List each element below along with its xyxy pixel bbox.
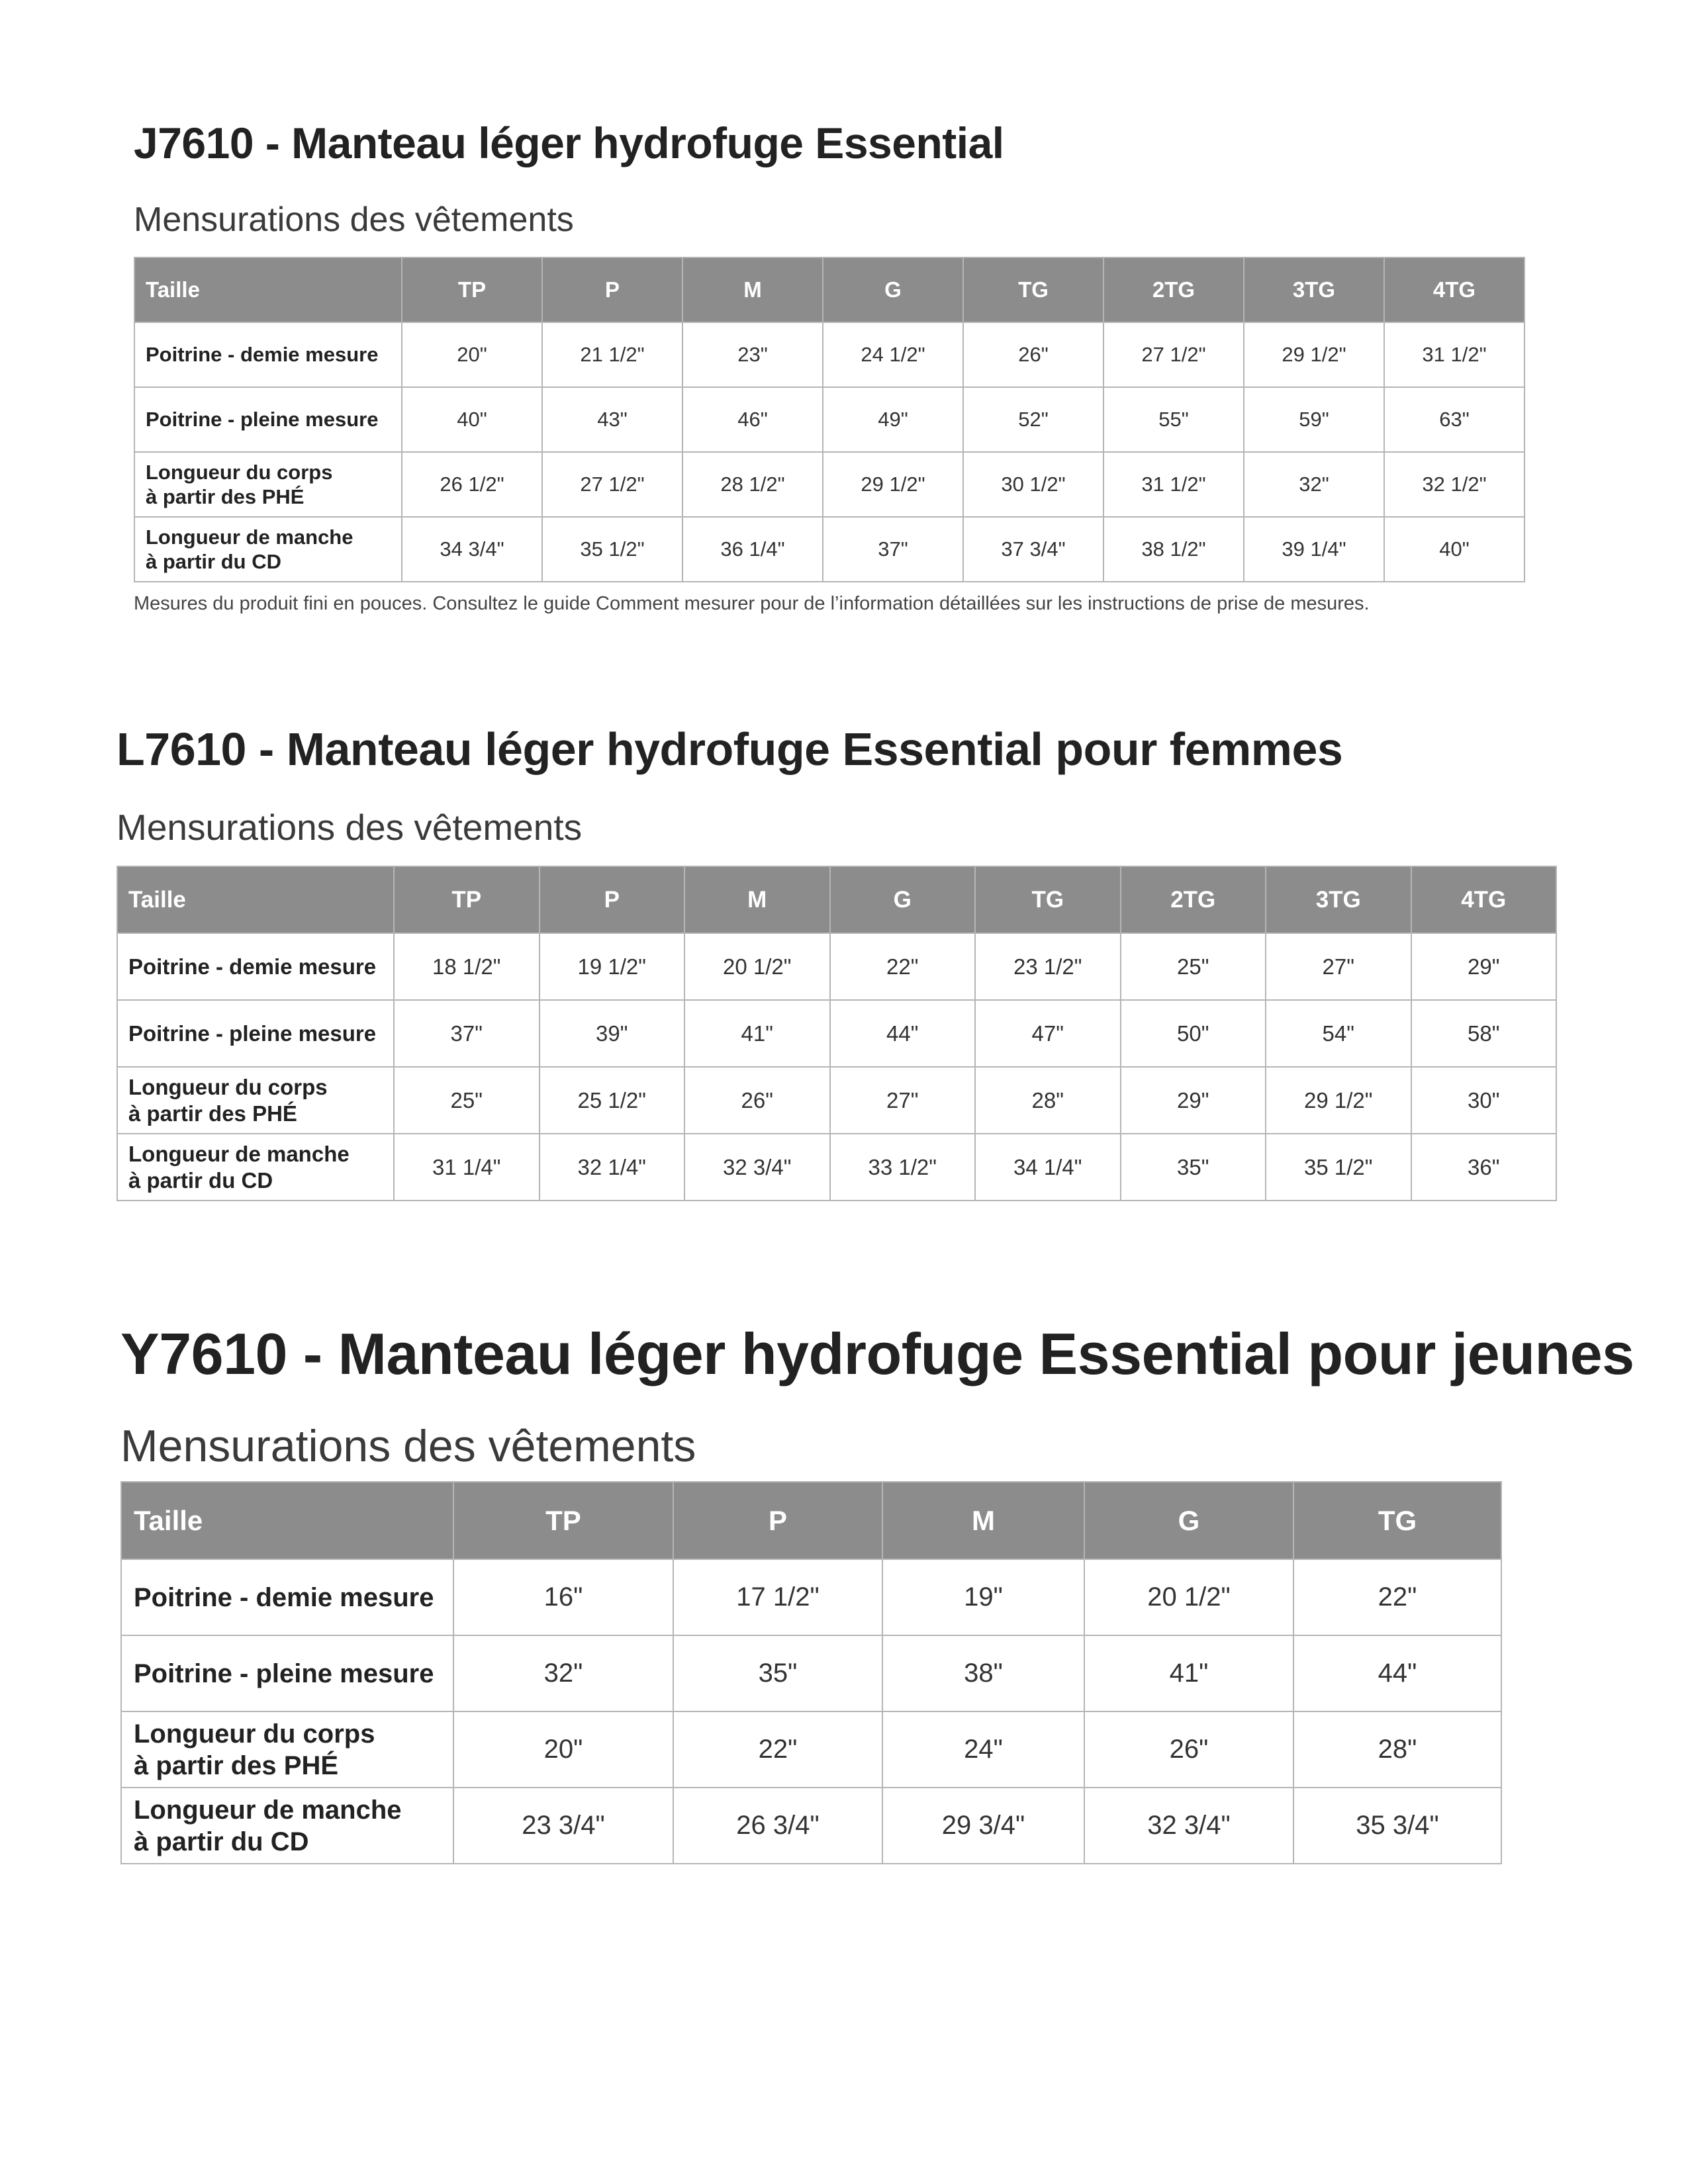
table-cell: 39": [539, 1000, 685, 1067]
table-cell: 29 1/2": [1266, 1067, 1411, 1134]
table-cell: 18 1/2": [394, 933, 539, 1000]
header-cell: 3TG: [1266, 866, 1411, 933]
table-cell: 27 1/2": [542, 452, 682, 517]
header-cell: P: [542, 257, 682, 322]
table-cell: 29 1/2": [823, 452, 963, 517]
header-cell: P: [539, 866, 685, 933]
header-cell: TG: [963, 257, 1103, 322]
table-cell: 29 3/4": [882, 1788, 1084, 1864]
section-subtitle: Mensurations des vêtements: [134, 201, 574, 239]
table-cell: 27 1/2": [1103, 322, 1244, 387]
header-cell: TP: [453, 1482, 673, 1559]
table-cell: 22": [673, 1711, 882, 1788]
header-row: [121, 1482, 1501, 1559]
row-label-line1: Longueur du corps: [134, 1719, 375, 1749]
header-cell: 2TG: [1103, 257, 1244, 322]
table-cell: 26": [1084, 1711, 1293, 1788]
table-cell: 32 1/2": [1384, 452, 1524, 517]
section-title: L7610 - Manteau léger hydrofuge Essential pour femmes: [117, 723, 1343, 775]
row-label-line1: Poitrine - demie mesure: [134, 1582, 434, 1612]
table-cell: 32 1/4": [539, 1134, 685, 1201]
table-cell: 27": [830, 1067, 976, 1134]
header-cell: G: [1084, 1482, 1293, 1559]
row-label-line1: Poitrine - demie mesure: [146, 343, 379, 367]
row-label: [121, 1711, 453, 1788]
row-label: [121, 1559, 453, 1635]
section-subtitle: Mensurations des vêtements: [120, 1421, 696, 1471]
table-cell: 28 1/2": [682, 452, 823, 517]
table-cell: 32 3/4": [1084, 1788, 1293, 1864]
table-cell: 26 1/2": [402, 452, 542, 517]
row-label-line2: à partir du CD: [146, 550, 281, 573]
row-label: [121, 1788, 453, 1864]
table-cell: 25": [1121, 933, 1266, 1000]
table-cell: 30 1/2": [963, 452, 1103, 517]
table-cell: 23": [682, 322, 823, 387]
table-cell: 39 1/4": [1244, 517, 1384, 582]
header-cell: TP: [394, 866, 539, 933]
header-cell: 2TG: [1121, 866, 1266, 933]
table-row: [121, 1711, 1501, 1788]
table-cell: 27": [1266, 933, 1411, 1000]
header-cell: M: [882, 1482, 1084, 1559]
table-row: [121, 1635, 1501, 1711]
table-cell: 26": [684, 1067, 830, 1134]
table-cell: 22": [830, 933, 976, 1000]
row-label-line2: à partir du CD: [134, 1827, 309, 1856]
table-cell: 41": [1084, 1635, 1293, 1711]
table-cell: 34 1/4": [975, 1134, 1121, 1201]
table-cell: 37": [394, 1000, 539, 1067]
table-row: [121, 1788, 1501, 1864]
table-cell: 58": [1411, 1000, 1557, 1067]
table-cell: 20 1/2": [684, 933, 830, 1000]
table-cell: 23 3/4": [453, 1788, 673, 1864]
header-cell: TP: [402, 257, 542, 322]
table-cell: 22": [1293, 1559, 1501, 1635]
row-label-line1: Longueur de manche: [134, 1795, 402, 1825]
table-cell: 38 1/2": [1103, 517, 1244, 582]
table-cell: 37 3/4": [963, 517, 1103, 582]
row-label-line2: à partir du CD: [128, 1167, 273, 1193]
section-title: J7610 - Manteau léger hydrofuge Essential: [134, 118, 1004, 167]
table-cell: 19 1/2": [539, 933, 685, 1000]
table-cell: 20 1/2": [1084, 1559, 1293, 1635]
header-cell: 3TG: [1244, 257, 1384, 322]
table-cell: 28": [1293, 1711, 1501, 1788]
table-cell: 50": [1121, 1000, 1266, 1067]
table-cell: 54": [1266, 1000, 1411, 1067]
header-cell: G: [823, 257, 963, 322]
table-cell: 19": [882, 1559, 1084, 1635]
table-cell: 20": [453, 1711, 673, 1788]
table-cell: 52": [963, 387, 1103, 452]
table-cell: 35 1/2": [1266, 1134, 1411, 1201]
row-label: [121, 1635, 453, 1711]
table-cell: 21 1/2": [542, 322, 682, 387]
table-cell: 55": [1103, 387, 1244, 452]
table-cell: 24 1/2": [823, 322, 963, 387]
table-cell: 37": [823, 517, 963, 582]
table-cell: 26": [963, 322, 1103, 387]
header-cell: Taille: [121, 1482, 453, 1559]
table-cell: 38": [882, 1635, 1084, 1711]
table-cell: 16": [453, 1559, 673, 1635]
row-label-line1: Longueur de manche: [128, 1141, 350, 1166]
header-cell: TG: [975, 866, 1121, 933]
table-cell: 63": [1384, 387, 1524, 452]
table-cell: 32": [453, 1635, 673, 1711]
table-cell: 25 1/2": [539, 1067, 685, 1134]
header-cell: Taille: [134, 257, 402, 322]
header-cell: M: [684, 866, 830, 933]
table-cell: 32 3/4": [684, 1134, 830, 1201]
table-cell: 40": [402, 387, 542, 452]
table-cell: 36 1/4": [682, 517, 823, 582]
table-cell: 32": [1244, 452, 1384, 517]
table-cell: 23 1/2": [975, 933, 1121, 1000]
table-cell: 29": [1121, 1067, 1266, 1134]
header-cell: M: [682, 257, 823, 322]
table-cell: 26 3/4": [673, 1788, 882, 1864]
table-cell: 31 1/2": [1384, 322, 1524, 387]
table-cell: 44": [830, 1000, 976, 1067]
table-cell: 43": [542, 387, 682, 452]
row-label-line1: Longueur du corps: [128, 1074, 328, 1099]
table-cell: 59": [1244, 387, 1384, 452]
measurement-note: Mesures du produit fini en pouces. Consultez le guide Comment mesurer pour de l’information détaillées sur les instructions de prise de mesures.: [134, 593, 1370, 614]
table-cell: 31 1/4": [394, 1134, 539, 1201]
header-cell: 4TG: [1384, 257, 1524, 322]
table-cell: 44": [1293, 1635, 1501, 1711]
table-cell: 41": [684, 1000, 830, 1067]
row-label-line1: Poitrine - pleine mesure: [134, 1659, 434, 1688]
table-cell: 31 1/2": [1103, 452, 1244, 517]
header-cell: G: [830, 866, 976, 933]
table-cell: 34 3/4": [402, 517, 542, 582]
size-table: [120, 1481, 1502, 1864]
table-cell: 30": [1411, 1067, 1557, 1134]
table-cell: 36": [1411, 1134, 1557, 1201]
table-cell: 20": [402, 322, 542, 387]
table-cell: 35": [1121, 1134, 1266, 1201]
table-cell: 17 1/2": [673, 1559, 882, 1635]
table-cell: 35 1/2": [542, 517, 682, 582]
row-label-line2: à partir des PHÉ: [134, 1751, 339, 1780]
table-cell: 25": [394, 1067, 539, 1134]
table-cell: 29": [1411, 933, 1557, 1000]
table-row: [121, 1559, 1501, 1635]
row-label-line2: à partir des PHÉ: [146, 485, 305, 508]
table-cell: 47": [975, 1000, 1121, 1067]
table-cell: 35 3/4": [1293, 1788, 1501, 1864]
table-cell: 24": [882, 1711, 1084, 1788]
header-cell: Taille: [117, 866, 394, 933]
table-cell: 28": [975, 1067, 1121, 1134]
section-title: Y7610 - Manteau léger hydrofuge Essential pour jeunes: [120, 1321, 1634, 1387]
header-cell: 4TG: [1411, 866, 1557, 933]
row-label-line1: Poitrine - pleine mesure: [128, 1021, 377, 1046]
row-label-line1: Longueur du corps: [146, 460, 333, 484]
header-cell: P: [673, 1482, 882, 1559]
table-cell: 49": [823, 387, 963, 452]
row-label-line1: Longueur de manche: [146, 525, 353, 549]
table-cell: 29 1/2": [1244, 322, 1384, 387]
table-cell: 33 1/2": [830, 1134, 976, 1201]
row-label-line1: Poitrine - pleine mesure: [146, 408, 379, 432]
table-cell: 40": [1384, 517, 1524, 582]
row-label-line1: Poitrine - demie mesure: [128, 954, 377, 979]
section-subtitle: Mensurations des vêtements: [117, 807, 583, 848]
table-cell: 46": [682, 387, 823, 452]
row-label-line2: à partir des PHÉ: [128, 1101, 297, 1126]
table-cell: 35": [673, 1635, 882, 1711]
header-cell: TG: [1293, 1482, 1501, 1559]
